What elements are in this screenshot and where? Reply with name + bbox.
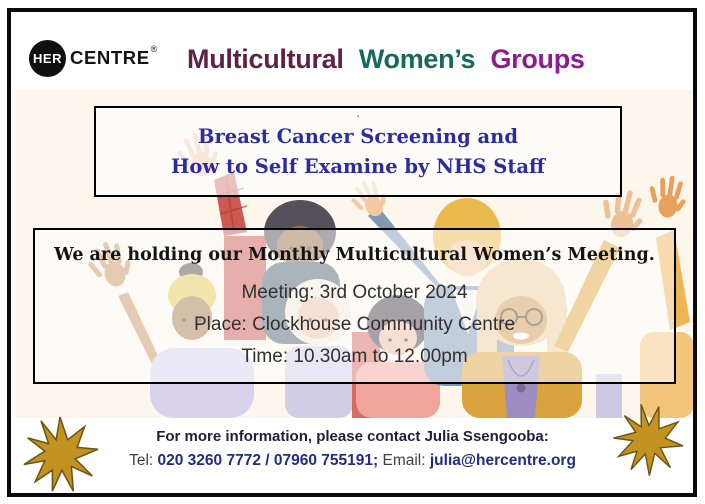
contact-info-heading: For more information, please contact Julia Ssengooba: — [156, 428, 549, 445]
her-logo-circle-icon — [29, 40, 66, 77]
meeting-details-box — [33, 228, 676, 384]
headline-line2: How to Self Examine by NHS Staff — [170, 155, 546, 178]
logo-centre-text: CENTRE — [70, 47, 150, 68]
tel-label: Tel: — [129, 452, 158, 469]
email-address: julia@hercentre.org — [429, 452, 576, 469]
headline-box — [94, 106, 622, 197]
meeting-date-line: Meeting: 3rd October 2024 — [241, 282, 468, 303]
contact-info-details — [0, 452, 705, 470]
registered-trademark-symbol: ® — [150, 44, 158, 54]
page-title — [187, 44, 585, 75]
separator: ; — [373, 452, 379, 469]
meeting-time-line: Time: 10.30am to 12.00pm — [241, 346, 468, 367]
title-word-groups: Groups — [490, 44, 585, 74]
title-word-womens: Women’s — [358, 44, 476, 74]
phone-numbers: 020 3260 7772 / 07960 755191 — [157, 452, 374, 469]
logo-her-text: HER — [33, 50, 62, 66]
email-label: Email: — [378, 452, 430, 469]
her-centre-logo — [29, 38, 157, 78]
stray-dot: . — [356, 106, 360, 120]
meeting-place-line: Place: Clockhouse Community Centre — [193, 314, 516, 335]
headline-line1: Breast Cancer Screening and — [198, 125, 518, 148]
title-word-multicultural: Multicultural — [187, 44, 344, 74]
meeting-intro-text: We are holding our Monthly Multicultural Women’s Meeting. — [54, 245, 655, 265]
